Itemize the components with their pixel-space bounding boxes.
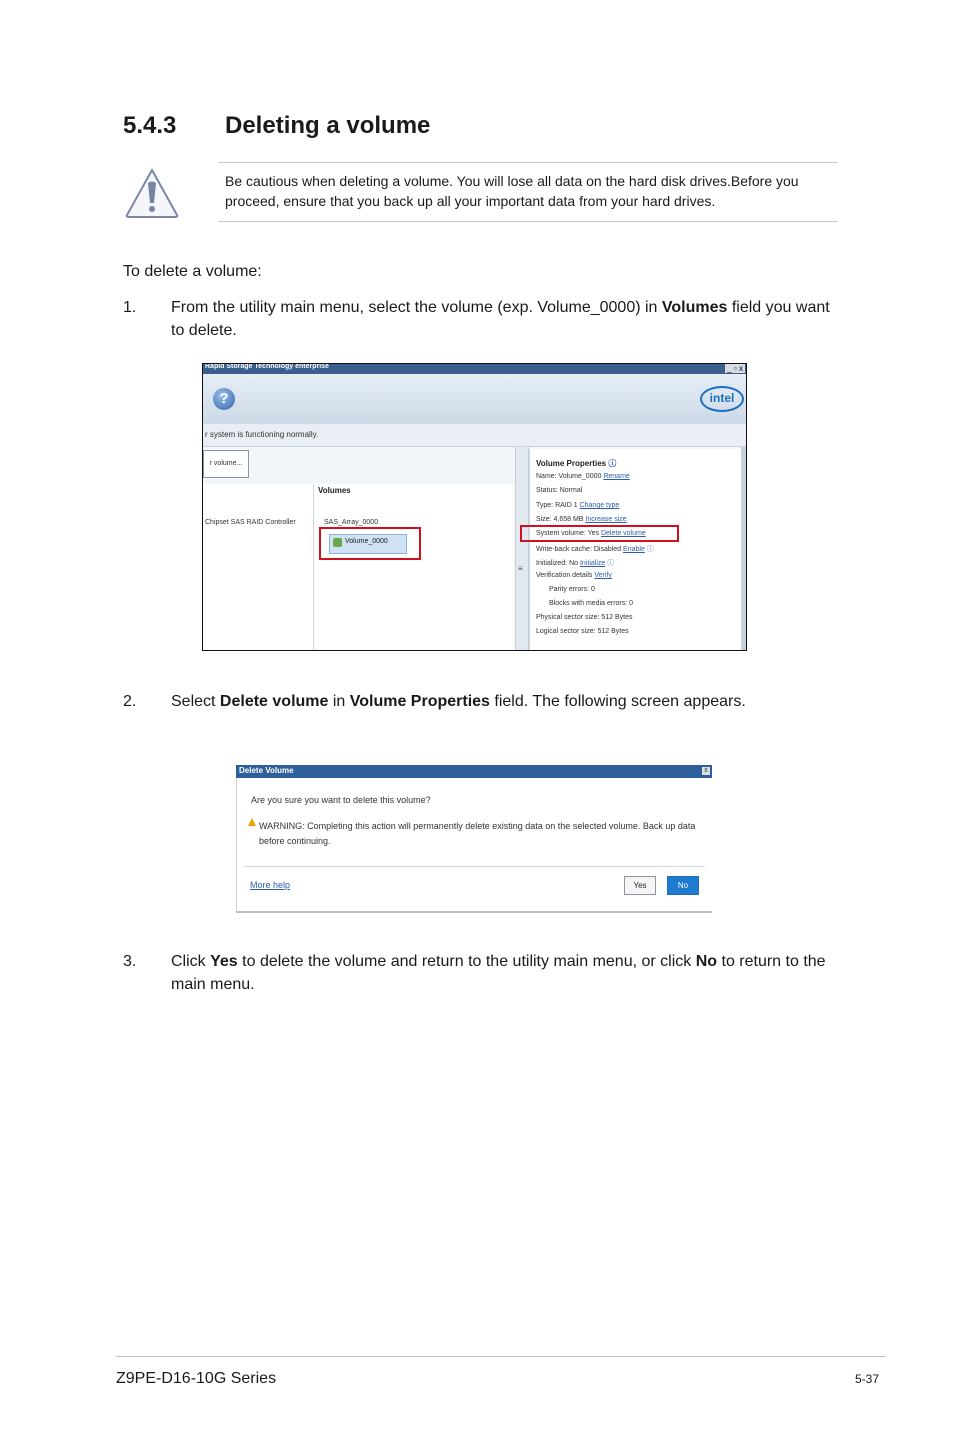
question-icon: ⓘ [607, 560, 615, 567]
footer-model: Z9PE-D16-10G Series [116, 1370, 277, 1387]
step-1-text: From the utility main menu, select the volume (exp. Volume_0000) in Volumes field you want to delete. [171, 299, 830, 339]
controller-label[interactable]: Chipset SAS RAID Controller [205, 519, 296, 526]
dialog-titlebar [236, 765, 712, 778]
section-title: Deleting a volume [225, 112, 431, 139]
rename-link[interactable]: Rename [603, 473, 630, 480]
prop-verification: Verification details Verify [536, 572, 612, 579]
delete-volume-link[interactable]: Delete volume [600, 530, 646, 537]
intro-text: To delete a volume: [123, 263, 262, 280]
volume-properties-title: Volume Properties ⓘ [536, 459, 617, 468]
volume-highlight-box [319, 527, 421, 560]
section-number: 5.4.3 [123, 112, 177, 139]
prop-parity-errors: Parity errors: 0 [549, 586, 595, 593]
question-icon: ⓘ [608, 459, 617, 468]
confirm-question: Are you sure you want to delete this volume? [251, 795, 431, 805]
caution-text: Be cautious when deleting a volume. You will lose all data on the hard disk drives.Before you proceed, ensure that you back up all your important data from your hard drives. [225, 173, 799, 209]
warning-icon [248, 818, 256, 826]
verify-link[interactable]: Verify [594, 572, 612, 579]
enable-link[interactable]: Enable [623, 546, 645, 553]
splitter-grip-icon: ≡ [518, 564, 523, 573]
footer-rule [116, 1356, 886, 1357]
close-icon[interactable]: x [702, 767, 710, 775]
delete-volume-highlight-box [520, 525, 679, 542]
caution-bottom-rule [218, 221, 838, 222]
change-type-link[interactable]: Change type [579, 502, 620, 509]
prop-initialized: Initialized: No Initialize ⓘ [536, 560, 615, 567]
dialog-separator [243, 866, 705, 867]
increase-size-link[interactable]: Increase size [585, 516, 627, 523]
step-2-number: 2. [123, 693, 137, 710]
properties-scrollbar[interactable] [741, 447, 746, 650]
volume-label[interactable]: Volume_0000 [345, 538, 388, 545]
more-help-link[interactable]: More help [250, 880, 291, 890]
help-icon[interactable]: ? [213, 388, 235, 410]
prop-logical-sector: Logical sector size: 512 Bytes [536, 628, 629, 635]
question-icon: ⓘ [646, 546, 654, 553]
warning-triangle-icon [124, 167, 180, 219]
step-1-number: 1. [123, 299, 137, 316]
delete-volume-dialog-screenshot [236, 765, 712, 913]
prop-system-volume: System volume: Yes Delete volume [536, 530, 646, 537]
dialog-title: Delete Volume [239, 766, 294, 775]
volumes-pane [314, 484, 514, 650]
step-3-number: 3. [123, 953, 137, 970]
prop-name: Name: Volume_0000 Rename [536, 473, 630, 480]
status-text: r system is functioning normally. [205, 430, 319, 439]
step-3-text: Click Yes to delete the volume and return to the utility main menu, or click No to return to the main menu. [171, 953, 826, 993]
array-label: SAS_Array_0000 [324, 519, 379, 526]
pane-splitter[interactable] [515, 447, 529, 650]
create-volume-button[interactable]: r volume... [203, 450, 249, 478]
prop-physical-sector: Physical sector size: 512 Bytes [536, 614, 633, 621]
warning-text: WARNING: Completing this action will permanently delete existing data on the selected volume. Back up data before continuing. [259, 821, 696, 846]
devices-pane [203, 484, 314, 650]
prop-size: Size: 4,658 MB Increase size [536, 516, 627, 523]
caution-top-rule [218, 162, 838, 163]
step-2-text: Select Delete volume in Volume Properties field. The following screen appears. [171, 693, 746, 710]
initialize-link[interactable]: Initialize [579, 560, 606, 567]
window-title: Rapid Storage Technology enterprise [205, 363, 329, 370]
prop-type: Type: RAID 1 Change type [536, 502, 620, 509]
rst-main-window-screenshot [202, 363, 747, 651]
yes-button[interactable]: Yes [624, 876, 656, 895]
prop-write-back-cache: Write-back cache: Disabled Enable ⓘ [536, 546, 654, 553]
prop-media-errors: Blocks with media errors: 0 [549, 600, 634, 607]
prop-status: Status: Normal [536, 487, 583, 494]
no-button[interactable]: No [667, 876, 699, 895]
app-header [203, 374, 746, 424]
volumes-header: Volumes [318, 486, 351, 495]
window-buttons[interactable]: _ ▫ x [727, 364, 743, 373]
intel-logo: intel [700, 386, 744, 412]
page-number: 5-37 [855, 1372, 880, 1386]
